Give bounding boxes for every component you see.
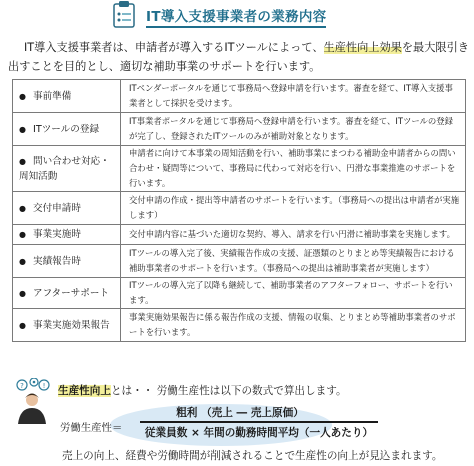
intro-text-after: を最大限引き出すことを目的とし、適切な補助事業のサポートを行います。	[8, 41, 469, 73]
bullet-dot: ●	[19, 320, 26, 330]
row-description: 交付申請の作成・提出等申請者のサポートを行います。（事務局への提出は申請者が実施します）	[121, 192, 466, 225]
table-row	[13, 146, 466, 192]
table-row	[13, 309, 466, 342]
page-title: IT導入支援事業者の業務内容	[146, 5, 326, 28]
task-table	[12, 79, 466, 342]
formula-denominator: 従業員数 × 年間の勤務時間平均（一人あたり）	[144, 427, 374, 439]
footer-note: 売上の向上、経費や労働時間が削減されることで生産性の向上が見込まれます。	[62, 450, 443, 462]
row-label-cell	[13, 80, 121, 113]
bullet-dot: ●	[19, 288, 26, 298]
table-row	[13, 245, 466, 278]
bullet-dot: ●	[19, 156, 26, 166]
row-description: 申請者に向けて本事業の周知活動を行い、補助事業にまつわる補助金申請者からの問い合わせ・疑問等について、事務局に代わって対応を行い、円滑な事業推進のサポートを行います。	[121, 146, 466, 192]
svg-text:?: ?	[20, 382, 24, 390]
productivity-heading-rest: とは・・ 労働生産性は以下の数式で算出します。	[110, 385, 347, 397]
table-row	[13, 80, 466, 113]
row-description: ITツールの導入完了後、実績報告作成の支援、証憑類のとりまとめ等実績報告における補助事業者のサポートを行います。（事務局への提出は補助事業者が実施します）	[121, 245, 466, 278]
svg-text:!: !	[42, 382, 46, 390]
fraction-bar	[140, 421, 378, 423]
row-description: ITツールの導入完了以降も継続して、補助事業者のアフターフォロー、サポートを行います。	[121, 278, 466, 309]
row-label: ITツールの登録	[33, 123, 100, 135]
row-label-cell	[13, 113, 121, 146]
row-label-cell	[13, 225, 121, 245]
table-row	[13, 113, 466, 146]
table-row	[13, 192, 466, 225]
clipboard-icon	[112, 0, 136, 28]
row-description: ITベンダーポータルを通じて事務局へ登録申請を行います。審査を経て、IT導入支援事業者として採択を受けます。	[121, 80, 466, 113]
formula-lhs: 労働生産性＝	[60, 422, 123, 434]
row-label-cell	[13, 309, 121, 342]
header	[0, 0, 474, 32]
row-description: 事業実施効果報告に係る報告作成の支援、情報の収集、とりまとめ等補助事業者のサポートを行います。	[121, 309, 466, 342]
row-label-cell	[13, 146, 121, 192]
row-label: 実績報告時	[33, 255, 81, 267]
row-label: 交付申請時	[33, 202, 81, 214]
table-row	[13, 278, 466, 309]
intro-text-before: IT導入支援事業者は、申請者が導入するITツールによって、	[24, 41, 324, 54]
row-description: 交付申請内容に基づいた適切な契約、導入、請求を行い円滑に補助事業を実施します。	[121, 225, 466, 245]
bullet-dot: ●	[19, 91, 26, 101]
productivity-heading	[58, 383, 347, 398]
productivity-highlight: 生産性向上	[58, 385, 111, 397]
bullet-dot: ●	[19, 256, 26, 266]
bullet-dot: ●	[19, 203, 26, 213]
row-label-cell	[13, 192, 121, 225]
row-label: 事業実施効果報告	[33, 319, 110, 331]
bullet-dot: ●	[19, 124, 26, 134]
row-description: IT事業者ポータルを通じて事務局へ登録申請を行います。審査を経て、ITツールの登録が完了し、登録されたITツールのみが補助対象となります。	[121, 113, 466, 146]
row-label-cell	[13, 245, 121, 278]
row-label: 事前準備	[33, 90, 72, 102]
row-label: 事業実施時	[33, 229, 81, 240]
intro-paragraph	[8, 38, 470, 76]
table-row	[13, 225, 466, 245]
person-thinking-icon	[12, 378, 52, 424]
row-label-cell	[13, 278, 121, 309]
bullet-dot: ●	[19, 230, 26, 239]
row-label: 問い合わせ対応・周知活動	[19, 155, 110, 182]
formula-numerator: 粗利 （売上 ― 売上原価）	[176, 407, 304, 419]
row-label: アフターサポート	[33, 287, 110, 299]
intro-highlight: 生産性向上効果	[323, 41, 402, 54]
